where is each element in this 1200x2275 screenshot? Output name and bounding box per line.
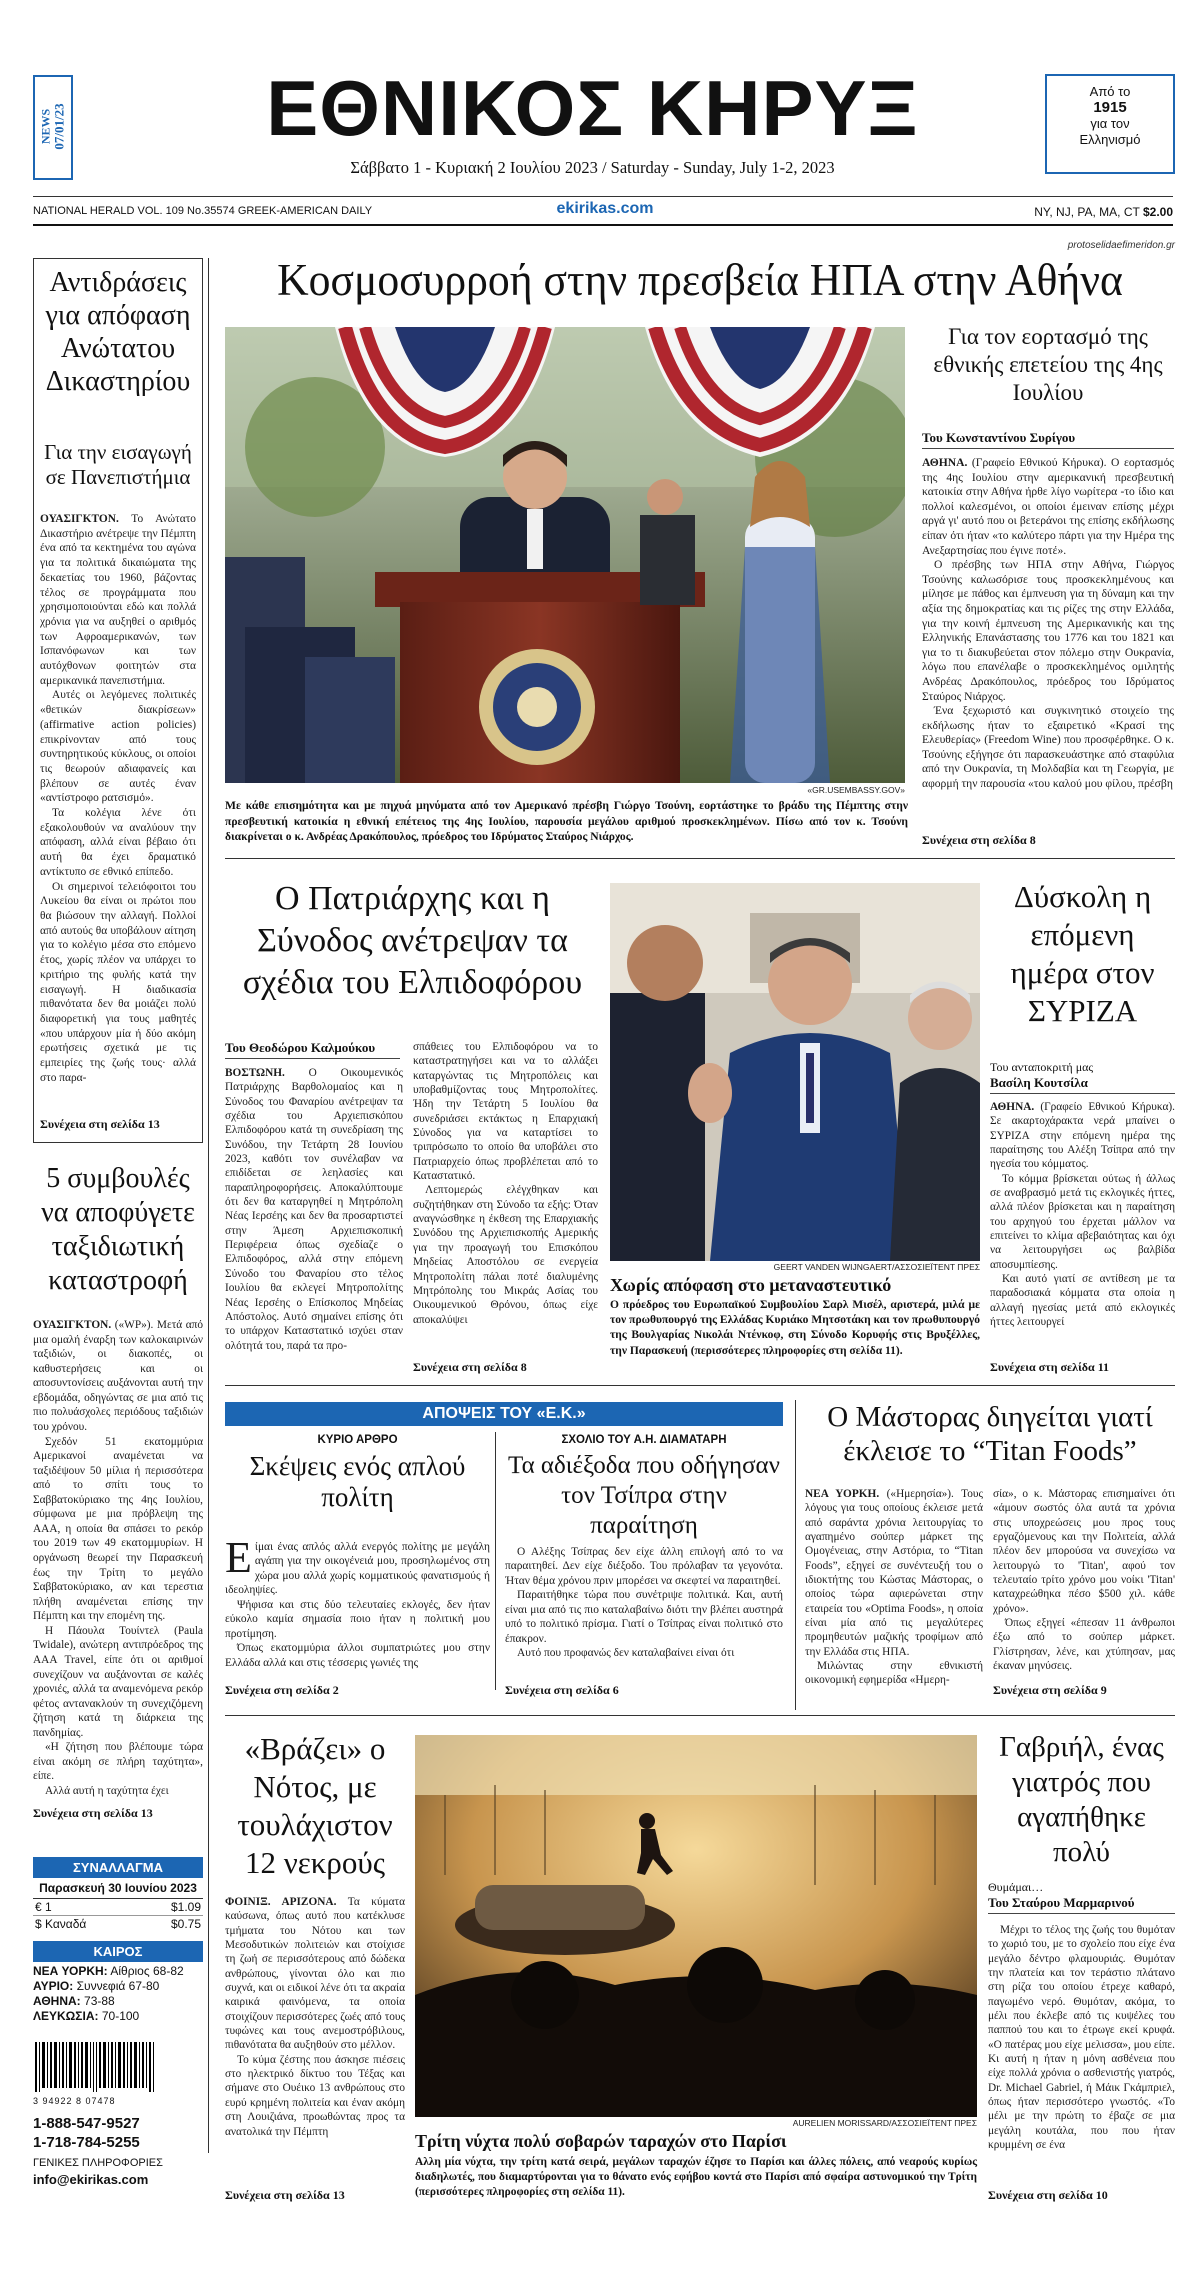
paris-photo-image bbox=[415, 1735, 977, 2117]
paragraph: Ένα ξεχωριστό και συγκινητικό στοιχείο της εκδήλωσης ήταν το εξαιρετικό «Κρασί της Ελευθερίας» (Freedom Wine) που προσφέρθηκε. Ο κ. Τσούνης εξήγησε ότι παρασκευάστηκε από σταφύλια από την Ουκρανία, τη Μολδαβία και τη Γεωργία, με αφορμή την παρουσία «του καλού μου φίλου, πρέσβη bbox=[922, 704, 1174, 791]
titan-continued[interactable]: Συνέχεια στη σελίδα 9 bbox=[993, 1683, 1107, 1697]
paragraph: Και αυτό γιατί σε αντίθεση με τα παραδοσιακά κόμματα στα οποία η αλλαγή ηγεσίας μετά από εκλογικές ήττες λειτουργεί bbox=[990, 1273, 1175, 1329]
column-body bbox=[505, 1545, 783, 1680]
weather-value: 73-88 bbox=[84, 1994, 115, 2008]
since-line-1: Από το bbox=[1089, 84, 1131, 99]
weather-header: ΚΑΙΡΟΣ bbox=[33, 1941, 203, 1962]
rule-above-bottom bbox=[225, 1715, 1175, 1716]
dateline: ΦΟΙΝΙΞ. ΑΡΙΖΟΝΑ. bbox=[225, 1896, 337, 1908]
syriza-byline-pre: Του ανταποκριτή μας bbox=[990, 1060, 1094, 1074]
paragraph: Ο πρέσβης των ΗΠΑ στην Αθήνα, Γιώργος Τσούνης καλωσόρισε τους προσκεκλημένους και μίλησε με πάθος και έμπνευση για τη δύναμη και την αξία της δημοκρατίας και τις ρίζες της στην Ελλάδα, για την κοινή έμπνευση της Αμερικανικής και της Ελληνικής Επανάστασης του 1776 και του 1821 και για το τι διακυβεύεται στον πόλεμο στην Ουκρανία, λόγω που επανέλαβε ο προσκεκλημένος ομιλητής Ανδρέας Δρακόπουλος, πρόεδρος του Ιδρύματος Σταύρος Νιάρχος. bbox=[922, 558, 1174, 703]
summit-photo bbox=[610, 883, 980, 1261]
barcode bbox=[33, 2042, 168, 2104]
weather-city: ΑΥΡΙΟ: bbox=[33, 1979, 74, 1993]
paragraph: Παραιτήθηκε τώρα που συνέτριψε πολιτικά. Και, αυτή είναι μια από τις πιο καταλαβαίνω διότι την βλέπει αυστηρά υπό το πολιτικό πρίσμα. Γιατί ο Τσίπρας είναι πολιτικό στο έπακρον. bbox=[505, 1589, 783, 1645]
editorial-headline: Σκέψεις ενός απλού πολίτη bbox=[249, 1451, 466, 1512]
weather-city: ΝΕΑ ΥΟΡΚΗ: bbox=[33, 1964, 108, 1978]
patriarch-byline: Του Θεοδώρου Καλμούκου bbox=[225, 1040, 400, 1059]
dateline: ΟΥΑΣΙΓΚΤΟΝ. bbox=[33, 1319, 112, 1331]
info-email[interactable]: info@ekirikas.com bbox=[33, 2172, 149, 2187]
lead-body bbox=[922, 456, 1174, 831]
paris-caption: Αλλη μία νύχτα, την τρίτη κατά σειρά, μεγάλων ταραχών έζησε το Παρίσι και άλλες πόλεις, από νεαρούς κυρίως διαδηλωτές, που διαμαρτύρονται για το θάνατο ενός εφήβου κοντά στο Παρίσι από σφαίρα αστυνομικού την Τρίτη (περισσότερες πληροφορίες στη σελίδα 11). bbox=[415, 2156, 977, 2198]
exchange-box bbox=[33, 1857, 203, 1932]
paris-photo-credit: AURELIEN MORISSARD/ΑΣΣΟΣΙΕΪΤΕΝΤ ΠΡΕΣ bbox=[792, 2118, 977, 2128]
phone-2[interactable]: 1-718-784-5255 bbox=[33, 2134, 140, 2151]
paragraph: Αλλά αυτή η ταχύτητα έχει bbox=[45, 1785, 169, 1797]
titan-body-col2 bbox=[993, 1487, 1175, 1677]
dateline: ΑΘΗΝΑ. bbox=[990, 1101, 1035, 1113]
titan-divider bbox=[795, 1400, 796, 1710]
left-story1-headline: Αντιδράσεις για απόφαση Ανώτατου Δικαστηρίου bbox=[45, 267, 191, 397]
left-story1-continued[interactable]: Συνέχεια στη σελίδα 13 bbox=[40, 1117, 160, 1131]
paragraph: Το κύμα ζέστης που άσκησε πιέσεις στο ηλεκτρικό δίκτυο του Τέξας και σήμανε στο Ουέικο 13 ανθρώπους στο ευρύ κρημένη πολιτεία και έναν ακόμη στη Λουιζιάνα, προωθώντας προς τα ανατολικά την Πέμπτη bbox=[225, 2053, 405, 2138]
paris-headline: Τρίτη νύχτα πολύ σοβαρών ταραχών στο Παρίσι bbox=[415, 2131, 787, 2151]
paragraph: («Ημερησία»). Τους λόγους για τους οποίους έκλεισε μετά από σαράντα χρόνια λειτουργίας το αγαπημένο σούπερ μάρκετ της Ομογένειας, στην Αστόρια, το “Titan Foods”, εξηγεί σε συνέντευξή του ο ιδιοκτήτης του Κώστας Μάστορας, ο οποίος τώρα αφιερώνεται στην εταιρεία του «Optima Foods», η οποία είναι μία από τις μεγαλύτερες προμηθευτών μαζικής τροφίμων από την Ελλάδα στις ΗΠΑ. bbox=[805, 1488, 983, 1658]
currency-label: $ Καναδά bbox=[35, 1917, 87, 1931]
dateline: ΟΥΑΣΙΓΚΤΟΝ. bbox=[40, 513, 119, 525]
rule-below-lead bbox=[225, 858, 1175, 859]
column-kicker: ΣΧΟΛΙΟ ΤΟΥ Α.Η. ΔΙΑΜΑΤΑΡΗ bbox=[561, 1434, 727, 1446]
editorial-continued[interactable]: Συνέχεια στη σελίδα 2 bbox=[225, 1683, 339, 1697]
gabriel-byline: Του Σταύρου Μαρμαρινού bbox=[988, 1895, 1175, 1914]
stamp-news: NEWS bbox=[38, 108, 53, 145]
paragraph: Η Πάουλα Τουίντελ (Paula Twidale), ανώτερη αντιπρόεδρος της AAA Travel, είπε ότι οι αριθμοί συνεχίζουν να αυξάνονται σε καλές χρονιές, αλλά τα αναμενόμενα ρεκόρ φέτος αντανακλούν τη συνεχιζόμενη ζήτηση κατά τη διάρκεια της πανδημίας. bbox=[33, 1624, 203, 1739]
embassy-photo-credit: «GR.USEMBASSY.GOV» bbox=[807, 785, 905, 795]
summit-photo-image bbox=[610, 883, 980, 1261]
summit-headline: Χωρίς απόφαση στο μεταναστευτικό bbox=[610, 1275, 892, 1295]
lead-headline: Κοσμοσυρροή στην πρεσβεία ΗΠΑ στην Αθήνα bbox=[277, 255, 1123, 305]
currency-label: € 1 bbox=[35, 1900, 52, 1914]
paragraph: Ο Αλέξης Τσίπρας δεν είχε άλλη επιλογή από το να παραιτηθεί. Δεν είχε διέξοδο. Του πρόλαβαν τα γεγονότα. Ήταν θέμα χρόνου πριν μπορέσει να σκεφτεί να παραιτηθεί. bbox=[505, 1546, 783, 1587]
paragraph: («WP»). Μετά από μια ομαλή έναρξη των καλοκαιρινών ταξιδιών, οι διακοπές, οι καθυστερήσεις και οι αποσυντονίσεις αυξάνονται αυτή την εβδομάδα, οδηγώντας σε μια από τις πιο πολυάσχολες περιόδους ταξιδιών του χρόνου. bbox=[33, 1319, 203, 1433]
stamp-date: 07/01/23 bbox=[51, 103, 67, 150]
newspaper-title: ΕΘΝΙΚΟΣ ΚΗΡΥΞ bbox=[266, 64, 919, 152]
embassy-photo-image bbox=[225, 327, 905, 783]
weather-box bbox=[33, 1941, 203, 2024]
paragraph: (Γραφείο Εθνικού Κήρυκα). Σε ακαρτοχάρακτα νερά μπαίνει ο ΣΥΡΙΖΑ στην επόμενη ημέρα της παραίτησης του Αλέξη Τσίπρα από την ηγεσία του κόμματος. bbox=[990, 1101, 1175, 1171]
since-line-4: Ελληνισμό bbox=[1079, 132, 1141, 147]
gabriel-kicker: Θυμάμαι… bbox=[988, 1880, 1044, 1894]
paragraph: Όπως εξηγεί «έπεσαν 11 άνθρωποι έξω από το σούπερ μάρκετ. Γλίστρησαν, λένε, και χτύπησαν, μας έκαναν μηνύσεις. bbox=[993, 1617, 1175, 1673]
left-col-rule bbox=[208, 258, 209, 2153]
syriza-headline: Δύσκολη η επόμενη ημέρα στον ΣΥΡΙΖΑ bbox=[1010, 879, 1155, 1028]
lead-byline: Του Κωνσταντίνου Συρίγου bbox=[922, 430, 1174, 449]
paragraph: Ο Οικουμενικός Πατριάρχης Βαρθολομαίος και η Σύνοδος του Φαναρίου ανέτρεψαν τα σχέδια του Αρχιεπισκόπου Ελπιδοφόρου κατά τη συνεδρίαση της Συνόδου, την Τετάρτη 28 Ιουνίου 2023, καθότι τον συνέλαβαν να επιδίδεται σε λεηλασίες και παραπληροφορήσεις. Αποκαλύπτουμε ότι δεν θα καταργηθεί η Μητρόπολη Νέας Ιερσέης και δεν θα προσαρτιστεί στην Άμεση Αρχιεπισκοπική Περιφέρεια όπως σχεδίαζε ο Ελπιδοφόρος, αλλά στην επόμενη Σύνοδο του Φαναρίου στο τέλος Ιουλίου θα εκλεγεί Μητροπολίτης Νέας Ιερσέης ο Επίσκοπος Μηδείας Απόστολος. Αυτό σημαίνει επίσης ότι το υπάρχον Καταστατικό ισχύει σταν ολότητά του, παρά τα προ- bbox=[225, 1067, 403, 1352]
syriza-byline: Βασίλη Κουτσίλα bbox=[990, 1075, 1175, 1094]
currency-value: $0.75 bbox=[170, 1917, 201, 1931]
barcode-digits: 3 94922 8 07478 bbox=[33, 2096, 116, 2106]
heat-body bbox=[225, 1895, 405, 2180]
lead-continued[interactable]: Συνέχεια στη σελίδα 8 bbox=[922, 833, 1036, 847]
column-headline: Τα αδιέξοδα που οδήγησαν τον Τσίπρα στην παραίτηση bbox=[508, 1452, 780, 1539]
paragraph: Τα κολέγια λένε ότι εξακολουθούν να αναλύουν την απόφαση, αλλά είναι βέβαιο ότι αυτή θα έχει δραματικό αντίκτυπο σε εθνικό επίπεδο. bbox=[40, 807, 196, 878]
info-label: ΓΕΝΙΚΕΣ ΠΛΗΡΟΦΟΡΙΕΣ bbox=[33, 2157, 163, 2169]
patriarch-body-col2 bbox=[413, 1040, 598, 1362]
paragraph: Ψήφισα και στις δύο τελευταίες εκλογές, δεν ήταν εύκολο καμία σημασία ποιο ήταν η πολιτική μου προτίμηση. bbox=[225, 1598, 490, 1640]
paragraph: «Η ζήτηση που βλέπουμε τώρα είναι ακόμη σε πλήρη ταχύτητα», είπε. bbox=[33, 1741, 203, 1783]
opinion-banner: ΑΠΟΨΕΙΣ ΤΟΥ «Ε.Κ.» bbox=[225, 1402, 783, 1426]
exchange-row bbox=[33, 1899, 203, 1916]
states-price bbox=[960, 205, 1173, 219]
paragraph: Σχεδόν 51 εκατομμύρια Αμερικανοί αναμένεται να ταξιδέψουν 50 μίλια ή περισσότερα από το σπίτι τους το Σαββατοκύριακο της 4ης Ιουλίου, σύμφωνα με μια πρόβλεψη της AAA, η οποία θα σπάσει το ρεκόρ του 2019 των 49 εκατομμυρίων. Η οργάνωση θεωρεί την Παρασκευή έως την Τρίτη το μεγάλο Σαββατοκύριακο, αν και τερεστια πλήθη αναμένεται επίσης την Πέμπτη και την επομένη της. bbox=[33, 1435, 203, 1623]
phone-1[interactable]: 1-888-547-9527 bbox=[33, 2115, 140, 2132]
exchange-header: ΣΥΝΑΛΛΑΓΜΑ bbox=[33, 1857, 203, 1878]
left-story2-body bbox=[33, 1318, 203, 1798]
since-line-3: για τον bbox=[1090, 116, 1130, 131]
weather-value: Αίθριος 68-82 bbox=[110, 1964, 184, 1978]
watermark: protoselidaefimeridon.gr bbox=[1067, 240, 1175, 251]
states: NY, NJ, PA, MA, CT bbox=[1034, 205, 1140, 219]
weather-value: 70-100 bbox=[101, 2009, 140, 2023]
summit-photo-credit: GEERT VANDEN WIJNGAERT/ΑΣΣΟΣΙΕΪΤΕΝΤ ΠΡΕΣ bbox=[773, 1262, 980, 1272]
paragraph: ίμαι ένας απλός αλλά ενεργός πολίτης με μεγάλη αγάπη για την οικογένειά μου, προσηλωμένος στη χώρα μου αλλά χωρίς κομματικούς φανατισμούς ή ιδεοληψίες. bbox=[225, 1541, 490, 1597]
patriarch-headline: Ο Πατριάρχης και η Σύνοδος ανέτρεψαν τα σχέδια του Ελπιδοφόρου bbox=[242, 880, 583, 1001]
weather-row bbox=[33, 1962, 203, 2024]
embassy-photo bbox=[225, 327, 905, 783]
titan-body-col1 bbox=[805, 1487, 983, 1692]
syriza-body bbox=[990, 1100, 1175, 1355]
embassy-caption: Με κάθε επισημότητα και με πηχυά μηνύματα από τον Αμερικανό πρέσβη Γιώργο Τσούνη, εορτάστηκε το βράδυ της Πέμπτης στην πρεσβευτική κατοικία η εθνική επέτειος της 4ης Ιουλίου, παρουσία μεγάλου αριθμού προσκεκλημένων. Πίσω από τον κ. Τσούνη διακρίνεται ο κ. Ανδρέας Δρακόπουλος, πρόεδρος του Ιδρύματος Σταύρος Νιάρχος. bbox=[225, 799, 908, 844]
drop-cap: Ε bbox=[225, 1540, 252, 1582]
edition-line: NATIONAL HERALD VOL. 109 No.35574 GREEK-AMERICAN DAILY bbox=[33, 205, 373, 217]
left-story2-continued[interactable]: Συνέχεια στη σελίδα 13 bbox=[33, 1806, 153, 1820]
weather-city: ΑΘΗΝΑ: bbox=[33, 1994, 81, 2008]
paragraph: Λεπτομερώς ελέγχθηκαν και συζητήθηκαν στη Σύνοδο τα εξής: Όταν αναγνώσθηκε η έκθεση της Επαρχιακής Συνόδου της Αρχιεπισκοπής Αμερικής για την προαγωγή του Επισκόπου Μηδείας Αποστόλου σε ενεργεία Μητροπολίτη πάλαι ποτέ διαλυμένης Μητρόπολης του Μικράς Ασίας του Οικουμενικού Θρόνου, όπως είχε αποκαλύψει bbox=[413, 1184, 598, 1326]
opinion-divider bbox=[495, 1432, 496, 1690]
left-story1-subhead: Για την εισαγωγή σε Πανεπιστήμια bbox=[44, 440, 192, 489]
heat-headline: «Βράζει» ο Νότος, με τουλάχιστον 12 νεκρούς bbox=[237, 1731, 393, 1880]
masthead-rule-top bbox=[33, 196, 1173, 197]
exchange-row bbox=[33, 1916, 203, 1932]
exchange-date: Παρασκευή 30 Ιουνίου 2023 bbox=[33, 1878, 203, 1899]
since-box bbox=[1045, 74, 1175, 174]
since-year: 1915 bbox=[1093, 99, 1127, 116]
price: $2.00 bbox=[1142, 205, 1173, 219]
paragraph: σπάθειες του Ελπιδοφόρου να το καταστρατηγήσει και να το αλλάξει καταργώντας τις Μητροπόλεις και υποβαθμίζοντας τους Μητροπολίτες. Ήδη την Τετάρτη 5 Ιουλίου θα συνεδριάσει εκτάκτως η Επαρχιακή Σύνοδος για να καταρτίσει το τριπρόσωπο το οποίο θα υποβάλει στο Πατριαρχείο όπως προβλέπεται από το Καταστατικό. bbox=[413, 1041, 598, 1183]
paragraph: (Γραφείο Εθνικού Κήρυκα). Ο εορτασμός της 4ης Ιουλίου στην αμερικανική πρεσβευτική κατοικία στην Αθήνα ήρθε λίγο νωρίτερα -το ίδιο και πολλοί καλεσμένοι, οι οποίοι έμειναν επίσης μέχρι αργά γι' αυτό που οι βετεράνοι της επίσης εκδήλωσης είπαν ότι ήταν «το καλύτερο πάρτι για την Ημέρα της Ανεξαρτησίας που έγινε ποτέ». bbox=[922, 456, 1174, 557]
paragraph: σία», ο κ. Μάστορας επισημαίνει ότι «άμουν σωστός όλα αυτά τα χρόνια στις υποχρεώσεις μου προς τους εργαζόμενους και την Πολιτεία, αλλά πλέον δεν μπορούσα να συνεχίσω να λειτουργώ το 'Titan', αφού τον τελευταίο τρίτο χρόνο μου νοίκι 'Titan' καταχρεώθηκα πέσο $500 χιλ. κάθε χρόνο». bbox=[993, 1488, 1175, 1615]
gabriel-headline: Γαβριήλ, ένας γιατρός που αγαπήθηκε πολύ bbox=[999, 1731, 1164, 1868]
left-story2-headline: 5 συμβουλές να αποφύγετε ταξιδιωτική καταστροφή bbox=[41, 1163, 195, 1296]
paragraph: Αυτό που προφανώς δεν καταλαβαίνει είναι ότι bbox=[517, 1647, 735, 1660]
weather-value: Συννεφιά 67-80 bbox=[76, 1979, 160, 1993]
barcode-bars bbox=[33, 2042, 168, 2092]
syriza-continued[interactable]: Συνέχεια στη σελίδα 11 bbox=[990, 1360, 1110, 1374]
lead-sidebar-headline: Για τον εορτασμό της εθνικής επετείου της 4ης Ιουλίου bbox=[933, 324, 1163, 405]
column-continued[interactable]: Συνέχεια στη σελίδα 6 bbox=[505, 1683, 619, 1697]
date-line: Σάββατο 1 - Κυριακή 2 Ιουλίου 2023 / Saturday - Sunday, July 1-2, 2023 bbox=[350, 158, 835, 177]
paragraph: Αυτές οι λεγόμενες πολιτικές «θετικών διακρίσεων» (affirmative action policies) επικρίνονταν από τους συντηρητικούς κύκλους, οι οποίοι τις θεωρούν αδιαφανείς και βλέπουν σε αυτές έναν «αντίστροφο ρατσισμό». bbox=[40, 689, 196, 805]
editorial-body bbox=[225, 1540, 490, 1680]
left-story1-body bbox=[40, 512, 196, 1112]
titan-headline: Ο Μάστορας διηγείται γιατί έκλεισε το “Titan Foods” bbox=[827, 1401, 1153, 1467]
paragraph: Τα κύματα καύσωνα, όπως αυτό που κατέκλυσε τμήματα του Νότου και των Μεσοδυτικών πολιτειών και στοίχισε τη ζωή σε περισσότερους από δώδεκα ανθρώπους, γίνονται όλο και πιο συχνά, και οι ειδικοί λένε ότι τα ακραία καιρικά φαινόμενα, τα οποία στοιχίζουν περισσότερες ζωές από τους τυφώνες και τους ανεμοστρόβιλους, πιθανότατα θα αυξηθούν στο μέλλον. bbox=[225, 1896, 405, 2052]
patriarch-body-col1 bbox=[225, 1066, 403, 1362]
paragraph: Μέχρι το τέλος της ζωής του θυμόταν το χωριό του, με το σχολείο που είχε ένα μεγάλο δέντρο φλαμουριάς. Θυμόταν την πλατεία και τον τεράστιο πλάτανο στη ρίζα του οποίου έτρεχε καθαρό, παγωμένο νερό. Θυμόταν, ακόμα, το μέλι που έκλεβε από τις κυψέλες του παππού του και το έτρωγε εκεί κρυφά. «Ο πατέρας μου είχε μελισσα», μου είπε. Κι αυτή η ήταν η μόνη ασθένεια που είχε πολλά χρόνια ο ασθενιστής γιατρός, Dr. Michael Gabriel, ή Μάικ Γκάμπριελ, όπως ήταν περισσότερο γνωστός. «Το μέλι με την πρώτη το έβαζε σε μια μεγάλη κουτάλα, που που ήταν κρυμμένη σε ένα bbox=[988, 1924, 1175, 2152]
rule-above-opinion bbox=[225, 1385, 1175, 1386]
patriarch-continued[interactable]: Συνέχεια στη σελίδα 8 bbox=[413, 1360, 527, 1374]
weather-city: ΛΕΥΚΩΣΙΑ: bbox=[33, 2009, 99, 2023]
dateline: ΒΟΣΤΩΝΗ. bbox=[225, 1067, 285, 1079]
dateline: ΝΕΑ ΥΟΡΚΗ. bbox=[805, 1488, 880, 1500]
paragraph: Το Ανώτατο Δικαστήριο ανέτρεψε την Πέμπτη ένα από τα κεκτημένα του αγώνα για τα πολιτικά δικαιώματα της δεκαετίας του 1960, βάζοντας τέλος σε προγράμματα που χρησιμοποιούνται εδώ και πολλά χρόνια για να αυξηθεί ο αριθμός των Αφροαμερικανών, των Ισπανόφωνων και των αυτόχθονων φοιτητών στα αμερικανικά πανεπιστήμια. bbox=[40, 513, 196, 687]
gabriel-continued[interactable]: Συνέχεια στη σελίδα 10 bbox=[988, 2188, 1108, 2202]
heat-continued[interactable]: Συνέχεια στη σελίδα 13 bbox=[225, 2188, 345, 2202]
paragraph: Οι σημερινοί τελειόφοιτοι του Λυκείου θα είναι οι πρώτοι που θα βιώσουν την αλλαγή. Πολλοί από αυτούς θα υποβάλουν αίτηση για το κολέγιο μέσα στο επόμενο έτος, χωρίς πλέον να υπάρχει το κριτήριο της φυλής κατά την εισαγωγή. Η διαδικασία πιθανότατα δεν θα μοιάζει πολύ διαφορετική για τους μαθητές «που υπάρχουν μία ή δύο ακόμη ερωτήσεις σχετικά με τις εμπειρίες της ζωής τους· αλλά στο παρα- bbox=[40, 880, 196, 1084]
masthead-rule-bottom bbox=[33, 224, 1173, 226]
paragraph: Μιλώντας στην εθνικιστή οικονομική εφημερίδα «Ημερη- bbox=[805, 1660, 983, 1687]
news-stamp bbox=[33, 75, 73, 180]
currency-value: $1.09 bbox=[170, 1900, 201, 1914]
paragraph: Όπως εκατομμύρια άλλοι συμπατριώτες μου στην Ελλάδα αλλά και στις τέσσερις γωνιές της bbox=[225, 1642, 490, 1669]
website-link[interactable]: ekirikas.com bbox=[556, 200, 654, 217]
summit-caption: Ο πρόεδρος του Ευρωπαϊκού Συμβουλίου Σαρλ Μισέλ, αριστερά, μιλά με τον πρωθυπουργό της Ελλάδας Κυριάκο Μητσοτάκη και τον πρωθυπουργό της Βουλγαρίας Νικολάι Ντένκοφ, στη Σύνοδο Κορυφής στις Βρυξέλλες, την Παρασκευή (περισσότερες πληροφορίες στη σελίδα 11). bbox=[610, 1299, 980, 1357]
gabriel-body bbox=[988, 1923, 1175, 2178]
dateline: ΑΘΗΝΑ. bbox=[922, 456, 968, 469]
paris-photo bbox=[415, 1735, 977, 2117]
editorial-kicker: ΚΥΡΙΟ ΑΡΘΡΟ bbox=[317, 1434, 398, 1446]
paragraph: Το κόμμα βρίσκεται ούτως ή άλλως σε αναβρασμό μετά τις εκλογικές ήττες, αλλά πλέον βρίσκεται και η παραίτηση του αρχηγού του έρχεται μάλλον να επιτείνει το κλίμα αβεβαιότητας και όχι να λειτουργήσει ως βαλβίδα αποσυμπίεσης. bbox=[990, 1172, 1175, 1271]
